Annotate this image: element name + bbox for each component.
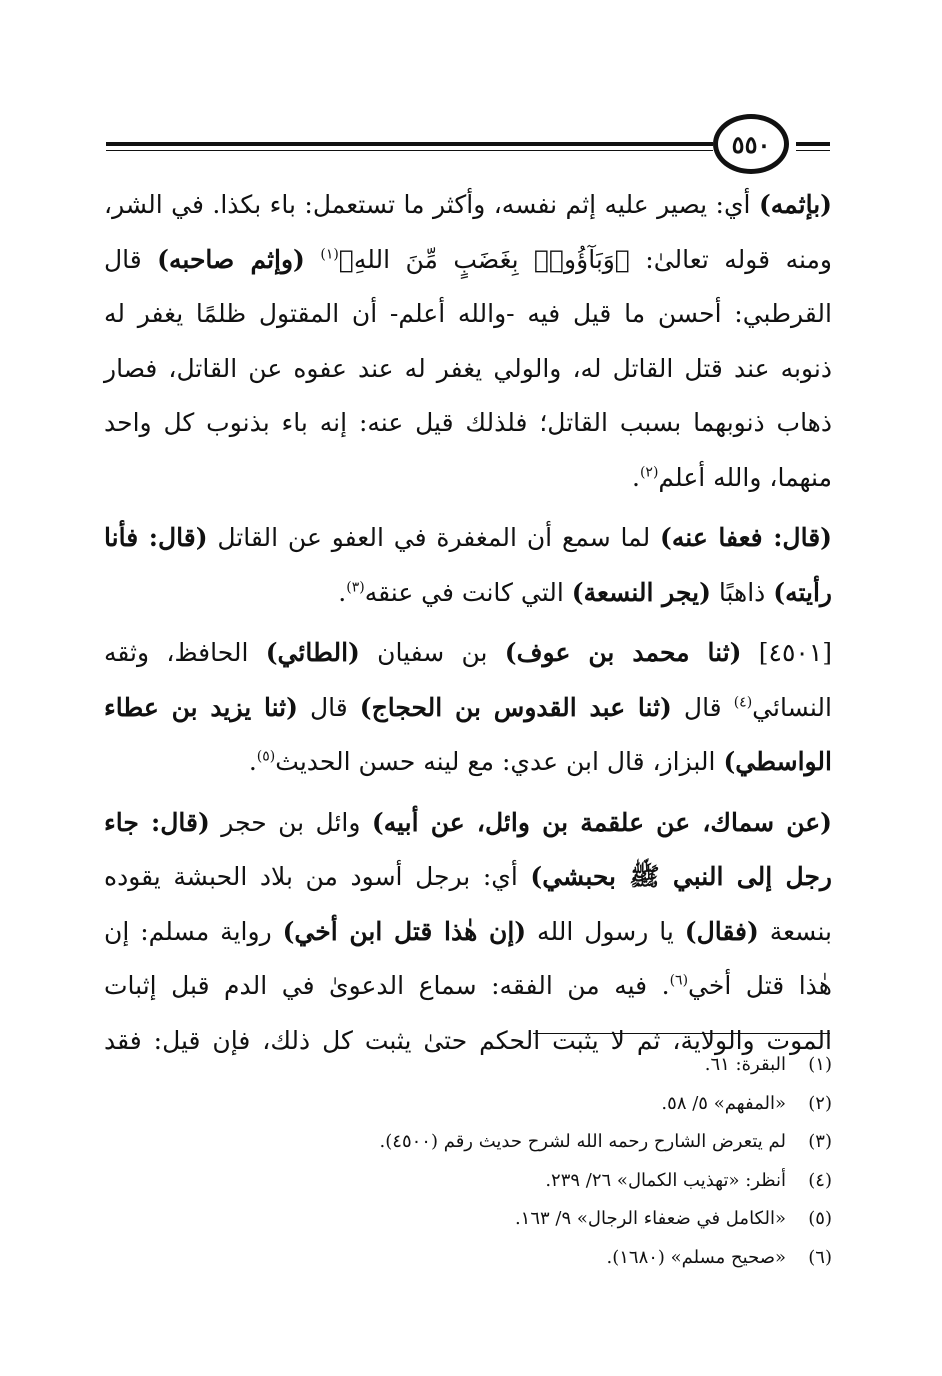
footnote-ref: (٦) <box>669 972 689 989</box>
page-header <box>106 118 830 178</box>
bold-quote: (إن هٰذا قتل ابن أخي) <box>282 916 527 946</box>
footnote <box>104 1046 832 1085</box>
bold-quote: (وإثم صاحبه) <box>157 244 305 274</box>
footnote-number: (٢) <box>808 1092 832 1114</box>
footnote-text: أنظر: «تهذيب الكمال» ٢٦/ ٢٣٩. <box>545 1169 786 1191</box>
bold-quote: (ثنا عبد القدوس بن الحجاج) <box>359 692 672 722</box>
text-run: يا رسول الله <box>526 916 685 946</box>
text-run: . فيه من الفقه: سماع الدعوىٰ في الدم قبل إثبات الموت والولاية، ثم لا يثبت الحكم حتىٰ يثبت كل ذلك، فإن قيل: فقد <box>104 971 832 1055</box>
footnote-text: «المفهم» ٥/ ٥٨. <box>661 1092 786 1114</box>
footnote-ref: (٢) <box>639 464 659 481</box>
footnote-separator <box>533 1033 830 1034</box>
text-run: رواية مسلم: إن هٰذا قتل أخي <box>104 916 832 1000</box>
text-run: التي كانت في عنقه <box>364 577 572 607</box>
bold-quote: (ثنا يزيد بن عطاء الواسطي) <box>104 692 832 776</box>
footnote-number: (٥) <box>808 1208 832 1230</box>
text-run: . <box>248 747 257 776</box>
text-run <box>305 245 320 274</box>
text-run: بن سفيان <box>359 638 505 667</box>
bold-quote: (قال: فأنا رأيته) <box>104 523 832 607</box>
footnote-text: لم يتعرض الشارح رحمه الله لشرح حديث رقم (٤٥٠٠). <box>379 1131 786 1153</box>
text-run: أي: يصير عليه إثم نفسه، وأكثر ما تستعمل: باء بكذا. في الشر، ومنه قوله تعالىٰ: ﴿وَبَآؤُوا۟ بِغَضَبٍ مِّنَ اللهِ﴾ <box>104 190 832 274</box>
footnote <box>104 1162 832 1201</box>
footnote-ref: (١) <box>320 246 339 263</box>
footnote-ref: (٣) <box>346 579 365 596</box>
header-rule-thick <box>106 142 713 146</box>
text-run: البزاز، قال ابن عدي: مع لينه حسن الحديث <box>275 747 724 776</box>
text-run: . <box>631 462 640 492</box>
footnote <box>104 1123 832 1162</box>
text-run: لما سمع أن المغفرة في العفو عن القاتل <box>207 523 661 552</box>
header-rule-right-thin <box>796 150 830 151</box>
footnote-text: «الكامل في ضعفاء الرجال» ٩/ ١٦٣. <box>514 1208 786 1230</box>
footnote <box>104 1200 832 1239</box>
footnote-text: البقرة: ٦١. <box>704 1054 786 1075</box>
bold-quote: (يجر النسعة) <box>571 577 711 607</box>
footnote-number: (٣) <box>808 1131 832 1153</box>
footnote-text: «صحيح مسلم» (١٦٨٠). <box>606 1246 786 1268</box>
footnote <box>104 1239 832 1278</box>
header-rule-thin <box>106 150 713 151</box>
main-text <box>104 178 832 1074</box>
bold-quote: (ثنا محمد بن عوف) <box>504 638 742 667</box>
header-rule-right-thick <box>796 142 830 146</box>
text-run: قال <box>297 692 360 722</box>
footnotes <box>104 1046 832 1278</box>
footnote-number: (١) <box>808 1054 832 1075</box>
bold-quote: (فقال) <box>684 916 759 946</box>
bold-quote: (عن سماك، عن علقمة بن وائل، عن أبيه) <box>371 807 832 837</box>
paragraph <box>104 511 832 620</box>
text-run: ذاهبًا <box>710 577 774 607</box>
footnote <box>104 1085 832 1124</box>
bold-quote: (بإثمه) <box>758 190 832 219</box>
footnote-ref: (٥) <box>256 748 276 765</box>
text-run: الحافظ، وثقه النسائي <box>104 638 832 722</box>
text-run: أي: برجل أسود من بلاد الحبشة يقوده بنسعة <box>104 862 832 946</box>
bold-quote: (قال: جاء رجل إلى النبي ﷺ بحبشي) <box>104 807 832 891</box>
text-run: وائل بن حجر <box>209 807 372 837</box>
bold-quote: (قال: فعفا عنه) <box>660 523 832 552</box>
paragraph <box>104 796 832 1069</box>
paragraph <box>104 178 832 505</box>
bold-quote: (الطائي) <box>265 638 360 667</box>
page-number: ٥٥٠ <box>713 114 789 174</box>
footnote-ref: (٤) <box>733 694 753 711</box>
text-run: . <box>338 577 347 607</box>
paragraph <box>104 626 832 790</box>
footnote-number: (٦) <box>808 1246 832 1268</box>
footnote-number: (٤) <box>808 1169 832 1191</box>
text-run: قال القرطبي: أحسن ما قيل فيه -والله أعلم- أن المقتول ظلمًا يغفر له ذنوبه عند قتل القاتل له، والولي يغفر له عند عفوه عن القاتل، فصار ذهاب ذنوبهما بسبب القاتل؛ فلذلك قيل عنه: إنه باء بذنوب كل واحد منهما، والله أعلم <box>104 244 833 492</box>
text-run: قال <box>671 692 734 722</box>
text-run: [٤٥٠١] <box>741 638 833 667</box>
